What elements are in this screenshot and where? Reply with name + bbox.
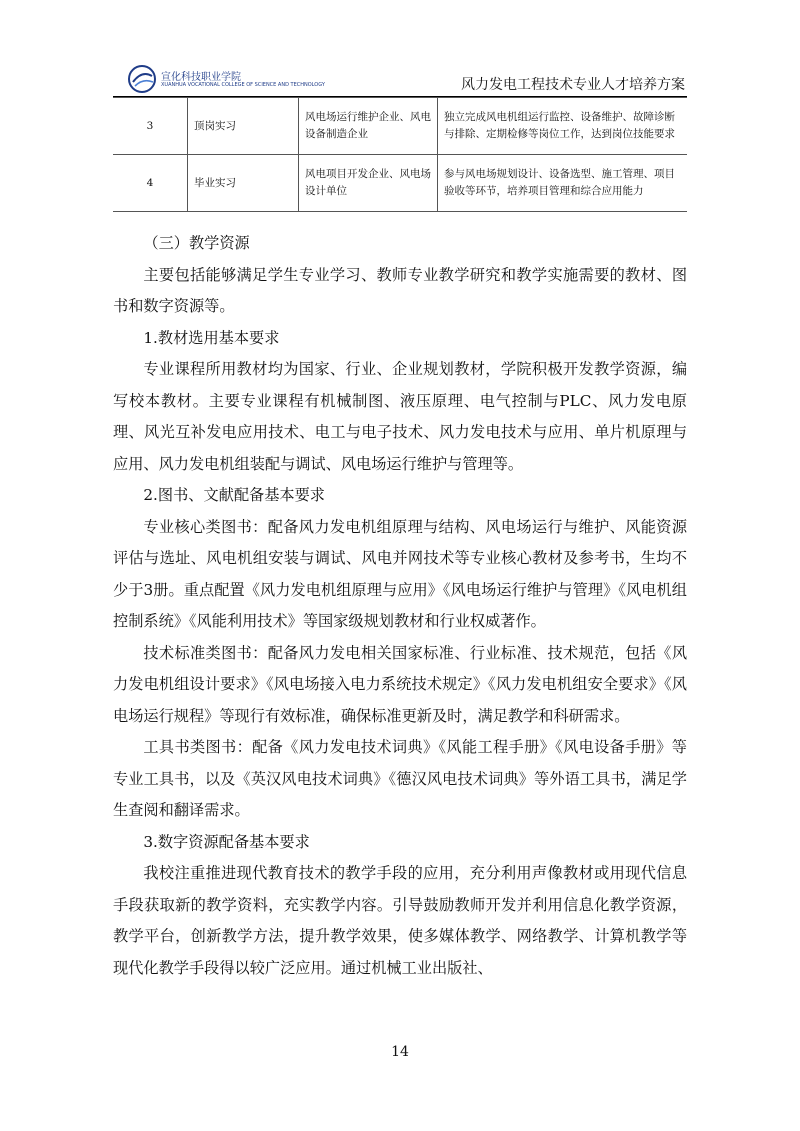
paragraph: 工具书类图书：配备《风力发电技术词典》《风能工程手册》《风电设备手册》等专业工具书，以及《英汉风电技术词典》《德汉风电技术词典》等外语工具书，满足学生查阅和翻译需求。 xyxy=(113,738,687,819)
subsection-heading: 3.数字资源配备基本要求 xyxy=(143,832,310,851)
page-header xyxy=(113,62,687,97)
table-row xyxy=(113,155,687,212)
document-title: 风力发电工程技术专业人才培养方案 xyxy=(461,77,685,93)
internship-content: 参与风电场规划设计、设备选型、施工管理、项目验收等环节，培养项目管理和综合应用能力 xyxy=(438,155,688,212)
college-name-en: XUANHUA VOCATIONAL COLLEGE OF SCIENCE AND TECHNOLOGY xyxy=(161,82,325,88)
college-logo xyxy=(127,64,325,94)
internship-enterprise: 风电场运行维护企业、风电设备制造企业 xyxy=(299,98,438,155)
internship-name: 顶岗实习 xyxy=(188,98,299,155)
paragraph: 主要包括能够满足学生专业学习、教师专业教学研究和教学实施需要的教材、图书和数字资源等。 xyxy=(113,265,687,315)
subsection-heading: 1.教材选用基本要求 xyxy=(143,328,280,347)
internship-name: 毕业实习 xyxy=(188,155,299,212)
paragraph: 专业课程所用教材均为国家、行业、企业规划教材，学院积极开发教学资源，编写校本教材。主要专业课程有机械制图、液压原理、电气控制与PLC、风力发电原理、风光互补发电应用技术、电工与电子技术、风力发电技术与应用、单片机原理与应用、风力发电机组装配与调试、风电场运行维护与管理等。 xyxy=(113,360,687,473)
paragraph: 技术标准类图书：配备风力发电相关国家标准、行业标准、技术规范，包括《风力发电机组设计要求》《风电场接入电力系统技术规定》《风力发电机组安全要求》《风电场运行规程》等现行有效标准，确保标准更新及时，满足教学和科研需求。 xyxy=(113,643,687,725)
row-number: 3 xyxy=(113,98,188,155)
section-heading: （三）教学资源 xyxy=(143,234,250,252)
internship-content: 独立完成风电机组运行监控、设备维护、故障诊断与排除、定期检修等岗位工作，达到岗位技能要求 xyxy=(438,98,688,155)
internship-enterprise: 风电项目开发企业、风电场设计单位 xyxy=(299,155,438,212)
college-name-cn: 宣化科技职业学院 xyxy=(161,72,241,83)
row-number: 4 xyxy=(113,155,188,212)
college-emblem-icon xyxy=(127,64,159,94)
paragraph: 专业核心类图书：配备风力发电机组原理与结构、风电场运行与维护、风能资源评估与选址、风电机组安装与调试、风电并网技术等专业核心教材及参考书，生均不少于3册。重点配置《风力发电机组原理与应用》《风电场运行维护与管理》《风电机组控制系统》《风能利用技术》等国家级规划教材和行业权威著作。 xyxy=(113,517,687,630)
page-body xyxy=(113,228,687,984)
table-row xyxy=(113,98,687,155)
paragraph: 我校注重推进现代教育技术的教学手段的应用，充分利用声像教材或用现代信息手段获取新的教学资料，充实教学内容。引导鼓励教师开发并利用信息化教学资源，教学平台，创新教学方法，提升教学效果，使多媒体教学、网络教学、计算机教学等现代化教学手段得以较广泛应用。通过机械工业出版社、 xyxy=(113,864,687,977)
internship-table xyxy=(113,97,687,212)
subsection-heading: 2.图书、文献配备基本要求 xyxy=(143,486,325,504)
page-number: 14 xyxy=(391,1044,409,1060)
